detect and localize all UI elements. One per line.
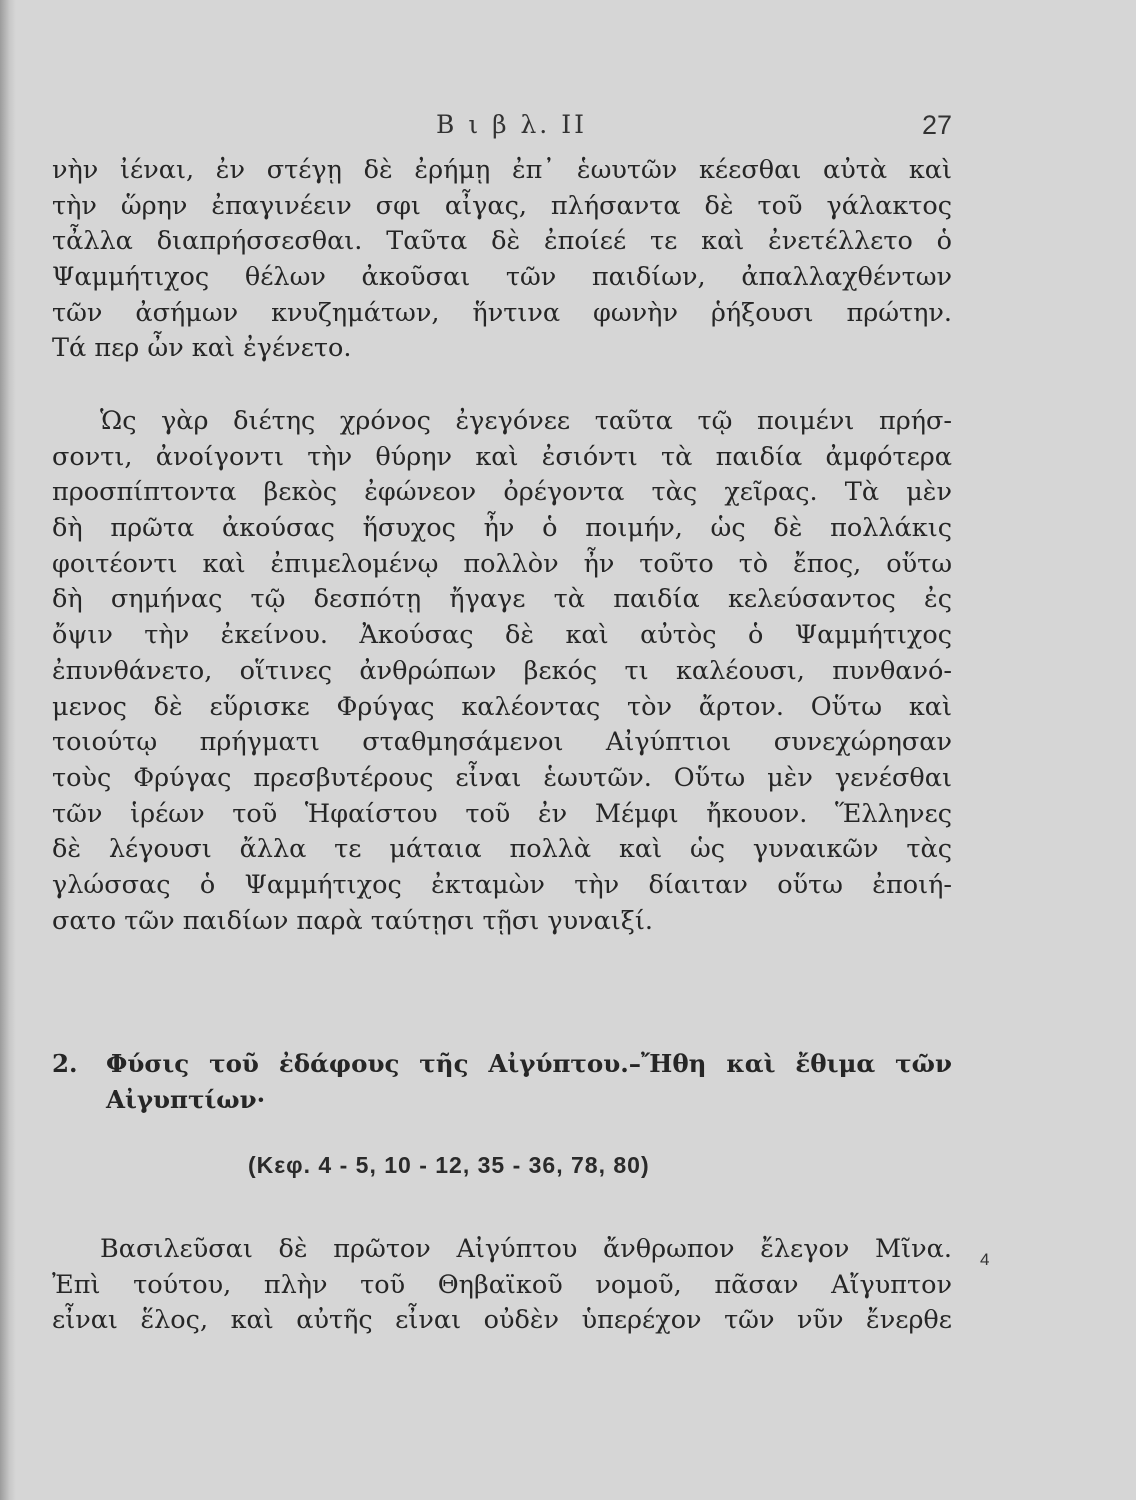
section-title-line-1: Φύσις τοῦ ἐδάφους τῆς Αἰγύπτου.–Ἤθη καὶ ἔθιμα τῶν xyxy=(106,1049,952,1078)
text-line: τοὺς Φρύγας πρεσβυτέρους εἶναι ἑωυτῶν. Οὕτω μὲν γενέσθαι xyxy=(52,762,952,793)
text-line: μενος δὲ εὕρισκε Φρύγας καλέοντας τὸν ἄρτον. Οὕτω καὶ xyxy=(52,691,952,722)
text-line: τῶν ἱρέων τοῦ Ἡφαίστου τοῦ ἐν Μέμφι ἤκουον. Ἕλληνες xyxy=(52,798,952,829)
section-title-line-2: Αἰγυπτίων· xyxy=(106,1085,266,1114)
text-line: τὴν ὥρην ἐπαγινέειν σφι αἶγας, πλήσαντα δὲ τοῦ γάλακτος xyxy=(52,190,952,221)
text-line: Ἐπὶ τούτου, πλὴν τοῦ Θηβαϊκοῦ νομοῦ, πᾶσαν Αἴγυπτον xyxy=(52,1269,952,1300)
text-line: τοιούτῳ πρήγματι σταθμησάμενοι Αἰγύπτιοι συνεχώρησαν xyxy=(52,727,952,758)
text-line: Ὡς γὰρ διέτης χρόνος ἐγεγόνεε ταῦτα τῷ ποιμένι πρήσ- xyxy=(100,406,952,436)
text-line: τἆλλα διαπρήσσεσθαι. Ταῦτα δὲ ἐποίεέ τε καὶ ἐνετέλλετο ὁ xyxy=(52,226,952,257)
text-line: νὴν ἰέναι, ἐν στέγῃ δὲ ἐρήμῃ ἐπ᾽ ἑωυτῶν κέεσθαι αὐτὰ καὶ xyxy=(52,155,952,185)
text-line: δὴ πρῶτα ἀκούσας ἥσυχος ἦν ὁ ποιμήν, ὡς δὲ πολλάκις xyxy=(52,513,952,544)
text-line: Ψαμμήτιχος θέλων ἀκοῦσαι τῶν παιδίων, ἀπαλλαχθέντων xyxy=(52,262,952,293)
page-edge-shadow xyxy=(0,0,16,1500)
running-head-title: Β ι β λ. ΙΙ xyxy=(436,110,587,139)
text-line: σοντι, ἀνοίγοντι τὴν θύρην καὶ ἐσιόντι τὰ παιδία ἀμφότερα xyxy=(52,441,952,472)
running-head xyxy=(0,104,1136,144)
text-line: Βασιλεῦσαι δὲ πρῶτον Αἰγύπτου ἄνθρωπον ἔλεγον Μῖνα. xyxy=(100,1234,952,1264)
text-line: δὴ σημήνας τῷ δεσπότῃ ἤγαγε τὰ παιδία κελεύσαντος ἐς xyxy=(52,584,952,615)
paragraph-3 xyxy=(52,1232,952,1339)
margin-line-number: 4 xyxy=(980,1250,990,1269)
text-line: εἶναι ἕλος, καὶ αὐτῆς εἶναι οὐδὲν ὑπερέχον τῶν νῦν ἔνερθε xyxy=(52,1305,952,1336)
text-line: προσπίπτοντα βεκὸς ἐφώνεον ὀρέγοντα τὰς χεῖρας. Τὰ μὲν xyxy=(52,477,952,508)
section-heading xyxy=(52,1046,952,1118)
chapter-references: (Κεφ. 4 - 5, 10 - 12, 35 - 36, 78, 80) xyxy=(248,1152,650,1178)
text-line: τῶν ἀσήμων κνυζημάτων, ἥντινα φωνὴν ῥήξουσι πρώτην. xyxy=(52,297,952,328)
text-line: δὲ λέγουσι ἄλλα τε μάταια πολλὰ καὶ ὡς γυναικῶν τὰς xyxy=(52,834,952,865)
text-line: ὄψιν τὴν ἐκείνου. Ἀκούσας δὲ καὶ αὐτὸς ὁ Ψαμμήτιχος xyxy=(52,620,952,651)
text-line: σατο τῶν παιδίων παρὰ ταύτῃσι τῇσι γυναιξί. xyxy=(52,905,653,936)
text-line: Τά περ ὦν καὶ ἐγένετο. xyxy=(52,333,352,364)
page-number: 27 xyxy=(922,110,953,140)
section-number: 2. xyxy=(52,1049,78,1078)
paragraph-1 xyxy=(52,153,952,367)
text-line: φοιτέοντι καὶ ἐπιμελομένῳ πολλὸν ἦν τοῦτο τὸ ἔπος, οὕτω xyxy=(52,548,952,579)
paragraph-2 xyxy=(52,404,952,939)
text-line: ἐπυνθάνετο, οἵτινες ἀνθρώπων βεκός τι καλέουσι, πυνθανό- xyxy=(52,655,952,686)
text-line: γλώσσας ὁ Ψαμμήτιχος ἐκταμὼν τὴν δίαιταν οὕτω ἐποιή- xyxy=(52,869,952,900)
